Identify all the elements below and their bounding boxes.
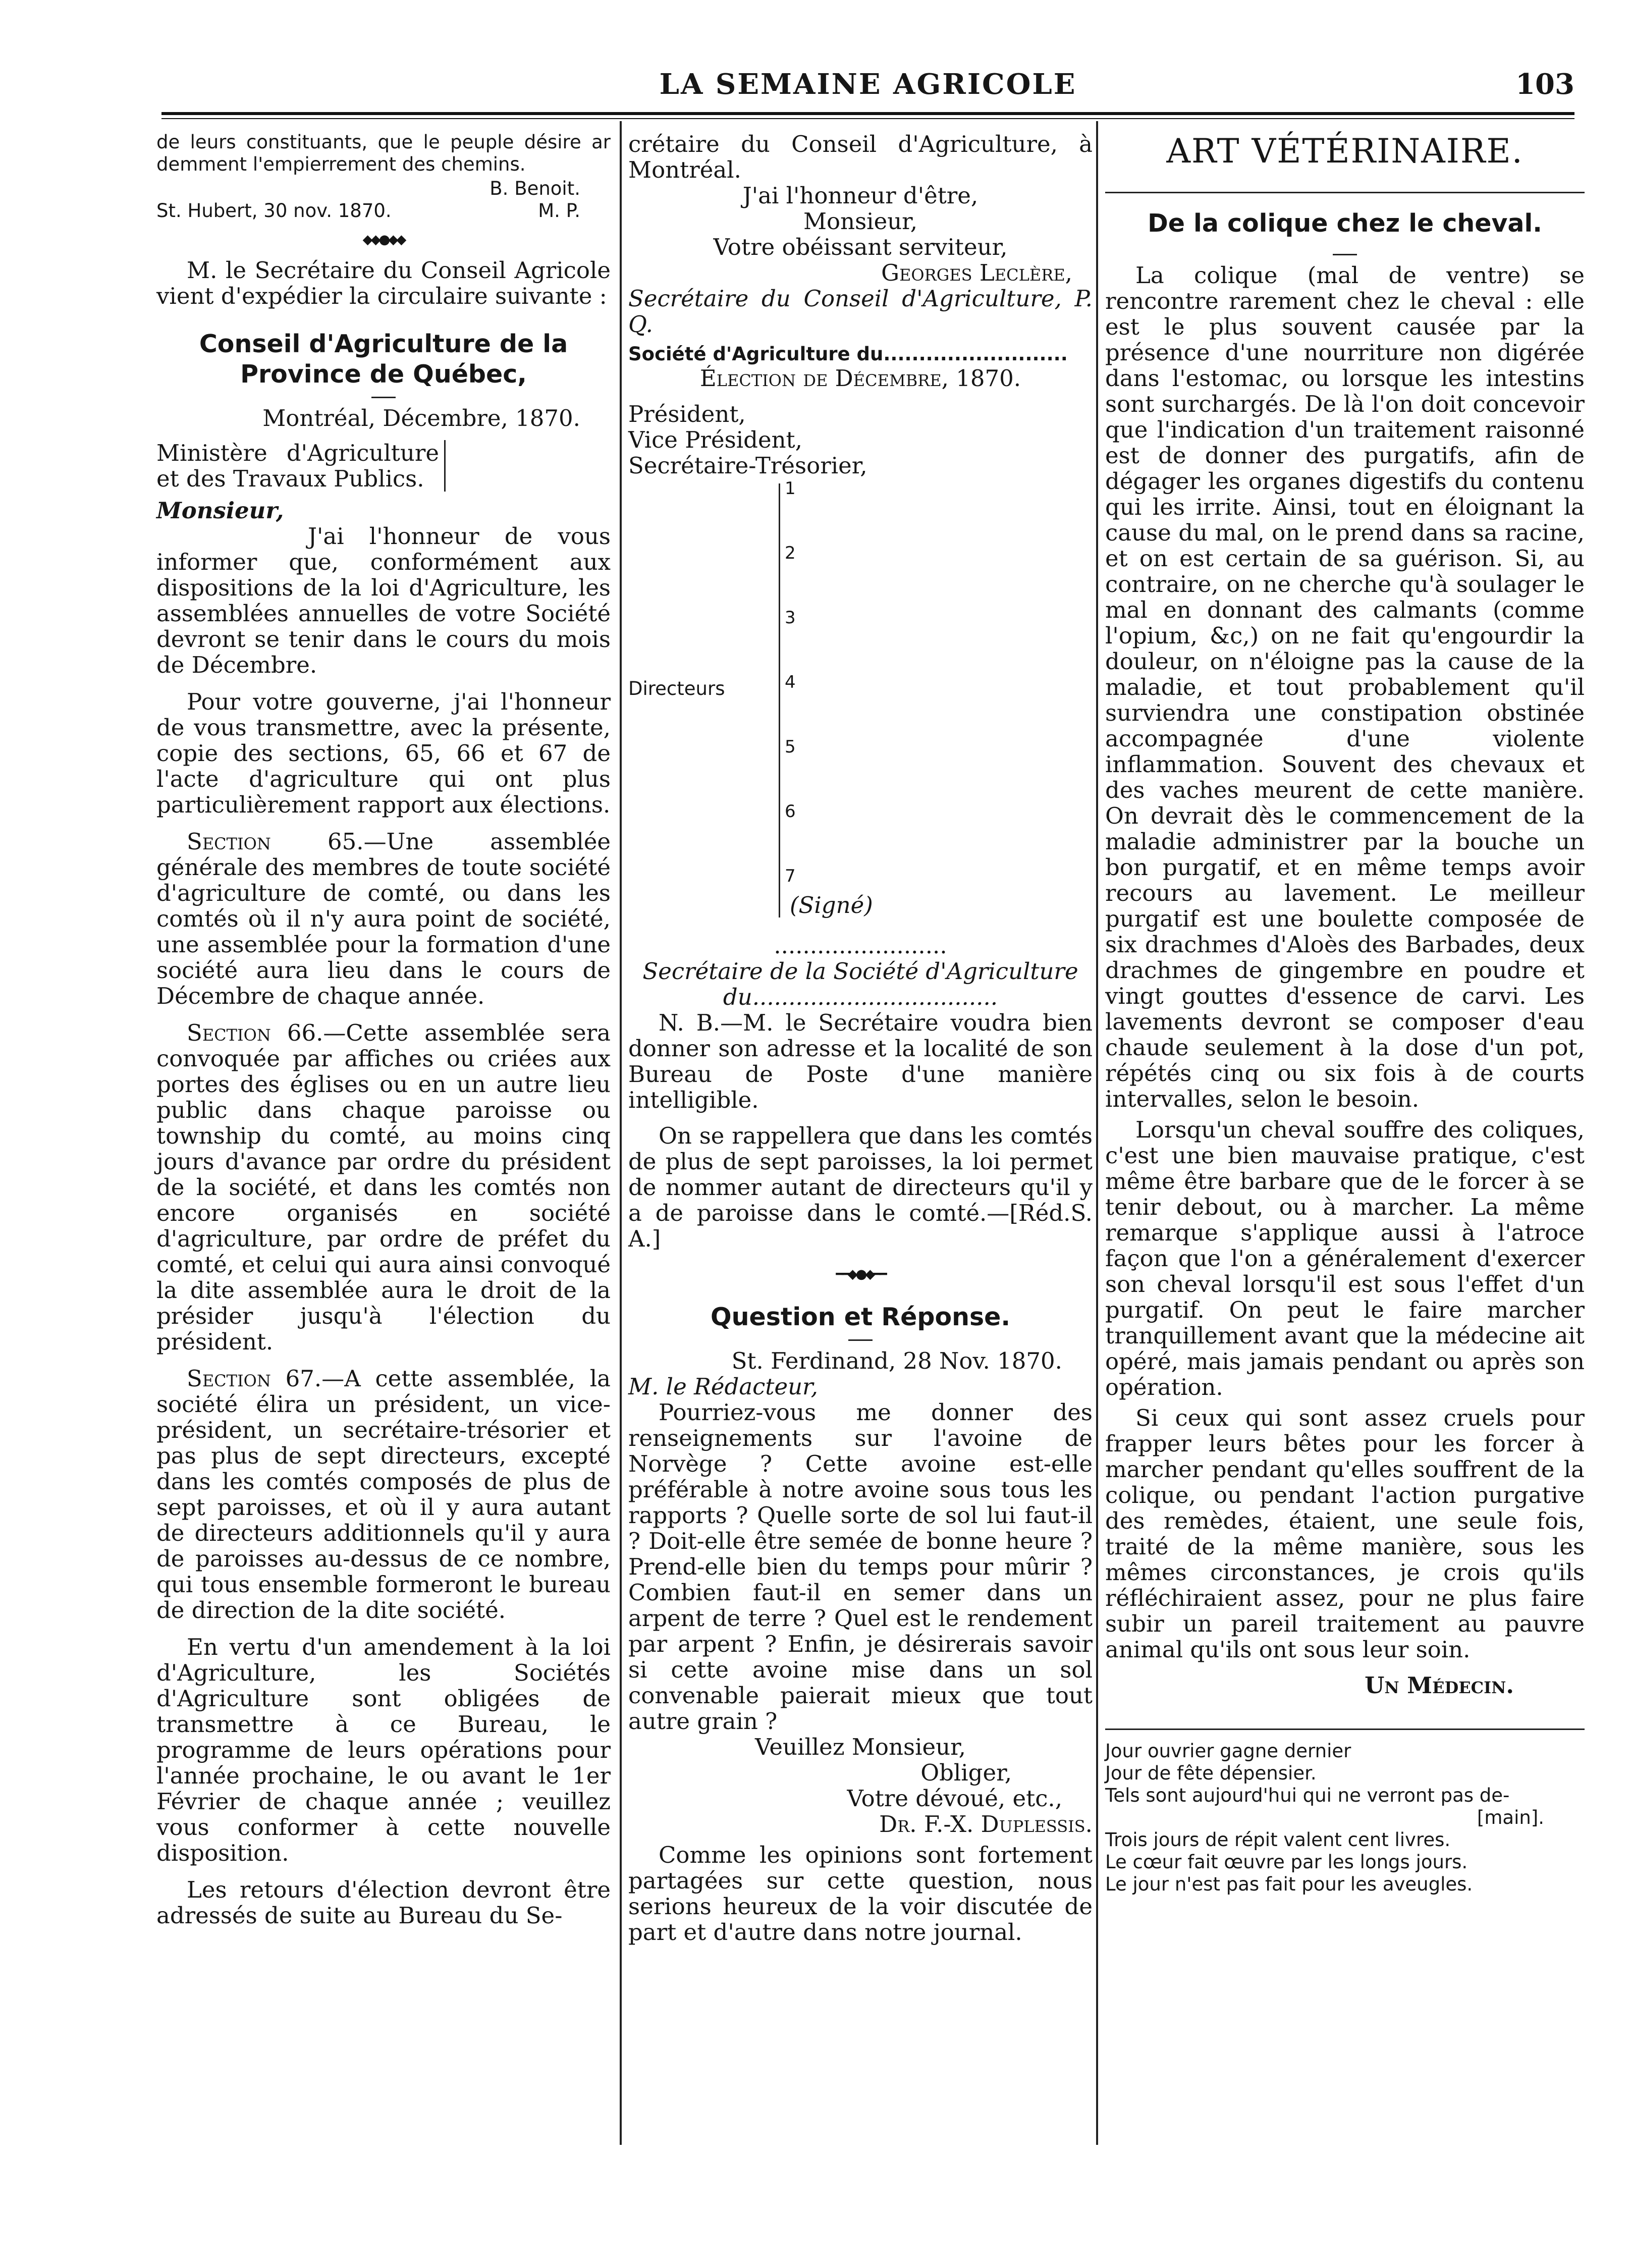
question-dateline: St. Ferdinand, 28 Nov. 1870. <box>731 1347 1062 1374</box>
page-header <box>161 61 1574 106</box>
section-67-text: —A cette assemblée, la société élira un président, un vice-président, un secrétaire-trésorier et pas plus de sept directeurs, excepté dans les comtés composés de plus de sept paroisses, et où il y aura autant de directeurs additionnels qu'il y aura de paroisses au-dessus de ce nombre, qui tous ensemble formeront le bureau de direction de la dite société. <box>156 1365 611 1624</box>
officers-list <box>628 401 1093 478</box>
director-6: 6 <box>785 801 796 822</box>
salutation: Monsieur, <box>156 497 284 524</box>
section-66-text: —Cette assemblée sera convoquée par affiches ou criées aux portes des églises ou en un autre lieu public dans chaque paroisse ou township du comté, au moins cinq jours d'avance par ordre du président de la société, et dans les comtés non encore organisés en société d'agriculture, par ordre de préfet du comté, et celui qui aura ainsi convoqué la dite assemblée aura le droit de la présider jusqu'à l'élection du président. <box>156 1019 611 1355</box>
officer-secretary: Secrétaire-Trésorier, <box>628 452 867 479</box>
ornament-divider-2: ━━◆●◆━━ <box>836 1267 885 1282</box>
signer-name: Georges Leclère, <box>881 259 1072 286</box>
director-3: 3 <box>785 608 796 628</box>
intro-fragment: de leurs constituants, que le peuple désire ar demment l'empierrement des chemins. <box>156 131 611 175</box>
circular-p1: J'ai l'honneur de vous informer que, conformément aux dispositions de la loi d'Agriculture, les assemblées annuelles de votre Société devront se tenir dans le cours du mois de Décembre. <box>156 523 611 678</box>
question-signature: Dr. F.-X. Duplessis. <box>879 1811 1093 1838</box>
article-signature: Un Médecin. <box>1365 1672 1514 1699</box>
director-4: 4 <box>785 672 796 692</box>
signature-place: St. Hubert, 30 nov. 1870. <box>156 200 392 222</box>
column-divider-1 <box>620 121 622 2145</box>
officer-president: Président, <box>628 401 746 427</box>
proverbs-rule <box>1105 1729 1585 1730</box>
ornament-divider: ◆◆●◆◆ <box>362 232 405 247</box>
signed-label: (Signé) <box>790 892 873 919</box>
section-65 <box>156 829 611 1009</box>
section-65-text: —Une assemblée générale des membres de toute société d'agriculture de comté, ou dans les comtés où il n'y aura point de société, une assemblée pour la formation d'une société aura lieu dans le cours de Décembre de chaque année. <box>156 828 611 1009</box>
amendment-paragraph: En vertu d'un amendement à la loi d'Agriculture, les Sociétés d'Agriculture sont obligées de transmettre à ce Bureau, le programme de leurs opérations pour l'année prochaine, le ou avant le 1er Février de chaque année ; veuillez vous conformer à cette nouvelle disposition. <box>156 1634 611 1866</box>
circular-p2: Pour votre gouverne, j'ai l'honneur de vous transmettre, avec la présente, copie des sections, 65, 66 et 67 de l'acte d'agriculture qui ont plus particulièrement rapport aux élections. <box>156 688 611 818</box>
header-rule <box>161 112 1574 115</box>
society-form-line: Société d'Agriculture du.......................... <box>628 343 1068 365</box>
director-7: 7 <box>785 866 796 886</box>
proverb-4: Trois jours de répit valent cent livres. <box>1105 1829 1451 1851</box>
signer-title: Secrétaire du Conseil d'Agriculture, P. Q. <box>628 285 1093 338</box>
signature-title: M. P. <box>538 200 580 222</box>
nb-note: N. B.—M. le Secrétaire voudra bien donner son adresse et la localité de son Bureau de Poste d'une manière intelligible. <box>628 1009 1093 1113</box>
section-66 <box>156 1020 611 1355</box>
society-secretary: Secrétaire de la Société d'Agriculture <box>642 958 1078 985</box>
circular-continuation: crétaire du Conseil d'Agriculture, à Montréal. <box>628 131 1093 183</box>
column-left <box>156 131 611 1928</box>
signature-blank: ........................ <box>774 932 947 959</box>
column-middle <box>628 131 1093 1945</box>
title-rule <box>1105 192 1585 193</box>
article-p3: Si ceux qui sont assez cruels pour frapper leurs bêtes pour les forcer à marcher pendant qu'elles souffrent de la colique, ou pendant l'action purgative des remèdes, étaient, une seule fois, traité de la même manière, sous les mêmes circonstances, je crois qu'ils réfléchiraient assez, pour ne plus faire subir un pareil traitement au pauvre animal qu'ils ont sous leur soin. <box>1105 1405 1585 1663</box>
header-rule-thin <box>161 118 1574 119</box>
proverb-3: Tels sont aujourd'hui qui ne verront pas de- <box>1105 1785 1510 1806</box>
section-67 <box>156 1366 611 1623</box>
heading-dash <box>371 397 396 398</box>
circular-intro: M. le Secrétaire du Conseil Agricole vient d'expédier la circulaire suivante : <box>156 257 611 309</box>
servant-line: Votre obéissant serviteur, <box>713 234 1008 260</box>
proverbs-list <box>1105 1740 1585 1896</box>
article-subtitle: De la colique chez le cheval. <box>1148 209 1542 238</box>
directors-block <box>628 478 1093 933</box>
monsieur-line: Monsieur, <box>803 208 918 235</box>
proverb-6: Le jour n'est pas fait pour les aveugles. <box>1105 1873 1473 1895</box>
section-title: ART VÉTÉRINAIRE. <box>1166 132 1524 171</box>
director-1: 1 <box>785 478 796 499</box>
society-du: du.................................. <box>723 984 998 1010</box>
section-65-label: Section 65. <box>187 828 364 855</box>
journal-title: LA SEMAINE AGRICOLE <box>659 68 1077 101</box>
question-close-3: Votre dévoué, etc., <box>847 1785 1062 1812</box>
proverb-3-cont: [main]. <box>1477 1807 1544 1828</box>
election-returns: Les retours d'élection devront être adressés de suite au Bureau du Se- <box>156 1876 611 1929</box>
election-title: Élection de Décembre, 1870. <box>699 365 1021 392</box>
question-heading: Question et Réponse. <box>710 1303 1011 1331</box>
question-close-1: Veuillez Monsieur, <box>755 1734 966 1760</box>
director-5: 5 <box>785 737 796 757</box>
honour-line: J'ai l'honneur d'être, <box>742 182 978 209</box>
article-p1: La colique (mal de ventre) se rencontre rarement chez le cheval : elle est le plus souvent causée par la présence d'une nourriture non digérée dans l'estomac, ou lorsque les intestins sont surchargés. De là l'on doit concevoir que l'indication d'un traitement raisonné est de donner des purgatifs, afin de dégager les organes digestifs du contenu qui les irrite. Ainsi, tout en éloignant la cause du mal, on le prend dans sa racine, et on est certain de sa guérison. Si, au contraire, on ne cherche qu'à soulager le mal en donnant des calmants (comme l'opium, &c,) on ne fait qu'engourdir la douleur, on n'éloigne pas la cause de la maladie, et tout probablement qu'il surviendra une constipation obstinée accompagnée d'une violente inflammation. Souvent des chevaux et des vaches meurent de cette manière. On devrait dès le commencement de la maladie administrer par la bouche un bon purgatif, et en même temps avoir recours au lavement. Le meilleur purgatif est une boulette composée de six drachmes d'Aloès des Barbades, deux drachmes de gingembre en poudre et vingt gouttes d'essence de carvi. Les lavements devront se composer d'eau chaude seulement à la dose d'un pot, répétés cinq ou six fois à de courts intervalles, selon le besoin. <box>1105 262 1585 1112</box>
ministry-block: Ministère d'Agriculture et des Travaux Publics. <box>156 440 446 492</box>
circular-dateline: Montréal, Décembre, 1870. <box>262 405 580 431</box>
directors-label: Directeurs <box>628 678 725 699</box>
circular-heading: Conseil d'Agriculture de la Province de Québec, <box>199 330 568 389</box>
officer-vice-president: Vice Président, <box>628 426 802 453</box>
director-2: 2 <box>785 543 796 563</box>
question-salutation: M. le Rédacteur, <box>628 1373 818 1400</box>
proverb-5: Le cœur fait œuvre par les longs jours. <box>1105 1851 1468 1873</box>
editor-note: On se rappellera que dans les comtés de plus de sept paroisses, la loi permet de nommer autant de directeurs qu'il y a de paroisse dans le comté.—[Réd.S. A.] <box>628 1122 1093 1252</box>
question-dash <box>848 1339 873 1341</box>
column-divider-2 <box>1096 121 1098 2145</box>
column-right <box>1105 131 1585 1896</box>
section-66-label: Section 66. <box>187 1019 323 1046</box>
subtitle-dash <box>1333 254 1357 255</box>
page-number: 103 <box>1515 68 1574 101</box>
director-numbers <box>628 478 830 931</box>
signature-name: B. Benoit. <box>490 178 580 199</box>
proverb-2: Jour de fête dépensier. <box>1105 1762 1317 1784</box>
question-close-2: Obliger, <box>920 1759 1012 1786</box>
article-p2: Lorsqu'un cheval souffre des coliques, c'est une bien mauvaise pratique, c'est même être barbare que de le forcer à se tenir debout, ou à marcher. La même remarque s'applique aussi à l'atroce façon que l'on a généralement d'exercer son cheval lorsqu'il est sous l'effet d'un purgatif. On peut le faire marcher tranquillement avant que la médecine ait opéré, mais jamais pendant ou après son opération. <box>1105 1116 1585 1400</box>
question-body: Pourriez-vous me donner des renseignements sur l'avoine de Norvège ? Cette avoine est-elle préférable à notre avoine sous tous les rapports ? Quelle sorte de sol lui faut-il ? Doit-elle être semée de bonne heure ? Prend-elle bien du temps pour mûrir ? Combien faut-il en semer dans un arpent de terre ? Quel est le rendement par arpent ? Enfin, je désirerais savoir si cette avoine mise dans un sol convenable paierait mieux que tout autre grain ? <box>628 1399 1093 1735</box>
question-reply: Comme les opinions sont fortement partagées sur cette question, nous serions heureux de la voir discutée de part et d'autre dans notre journal. <box>628 1842 1093 1946</box>
section-67-label: Section 67. <box>187 1365 322 1392</box>
signature-line <box>156 200 580 222</box>
proverb-1: Jour ouvrier gagne dernier <box>1105 1740 1351 1762</box>
